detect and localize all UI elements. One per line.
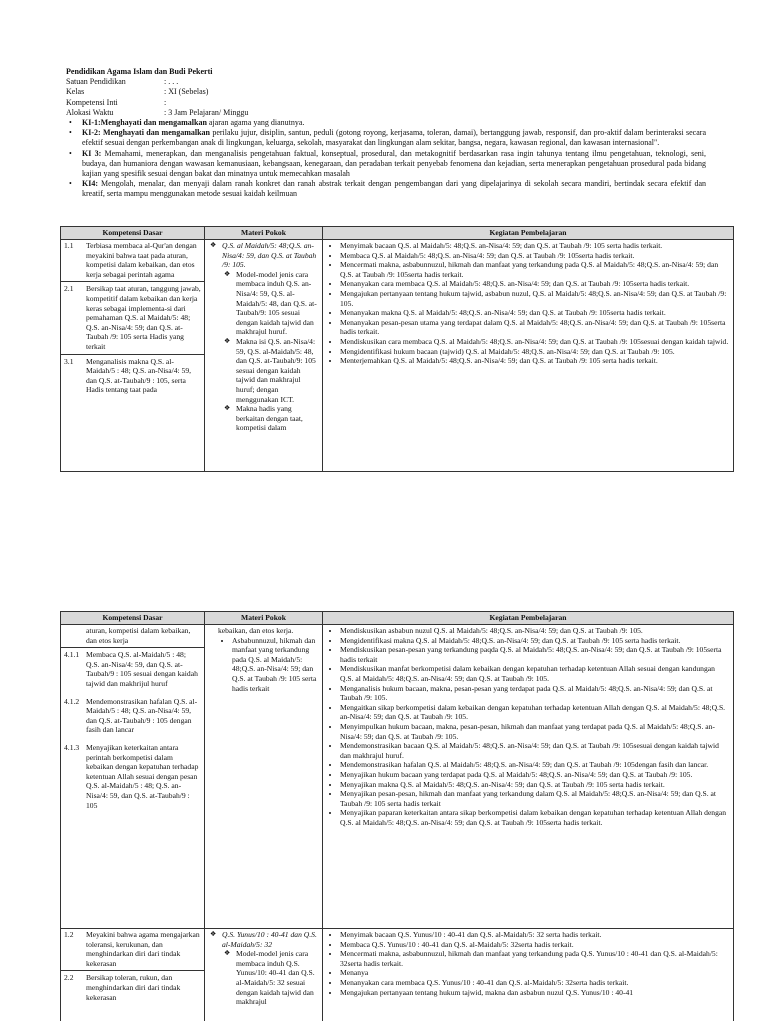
- kd-number: 1.1: [64, 241, 74, 250]
- field-alokasi: [66, 108, 706, 118]
- kegiatan-item: • Menyajikan paparan keterkaitan antara sikap berkompetisi dalam kebaikan dengan kepatuhan terhadap ketentuan Allah dengan Q.S. al Maidah/5: 48;Q.S. an-Nisa/4: 59; dan Q.S. at Taubah /9: 105serta hadis terkait.: [340, 808, 730, 827]
- kegiatan-cell: [323, 240, 734, 472]
- kegiatan-item: • Mendiskusikan cara membaca Q.S. al Maidah/5: 48;Q.S. an-Nisa/4: 59; dan Q.S. at Taubah /9: 105sesuai dengan kaidah tajwid.: [340, 337, 730, 347]
- field-kelas: [66, 87, 706, 97]
- kegiatan-item: • Menanyakan makna Q.S. al Maidah/5: 48;Q.S. an-Nisa/4: 59; dan Q.S. at Taubah /9: 105serta hadis terkait.: [340, 308, 730, 318]
- col-header-kegiatan: Kegiatan Pembelajaran: [323, 612, 734, 625]
- materi-cell: [205, 929, 323, 1021]
- row-divider: [61, 281, 204, 282]
- kegiatan-item: • Menyimpulkan hukum bacaan, makna, pesan-pesan, hikmah dan manfaat yang terdapat pada Q.S. al Maidah/5: 48;Q.S. an-Nisa/4: 59; dan Q.S. at Taubah /9: 105.: [340, 722, 730, 741]
- kegiatan-item: • Mendemonstrasikan hafalan Q.S. al Maidah/5: 48;Q.S. an-Nisa/4: 59; dan Q.S. at Taubah /9: 105dengan fasih dan lancar.: [340, 760, 730, 770]
- kd-table-2: [60, 611, 734, 1021]
- field-value: :: [164, 97, 167, 107]
- kegiatan-item: • Menyimak bacaan Q.S. Yunus/10 : 40-41 dan Q.S. al-Maidah/5: 32 serta hadis terkait.: [340, 930, 730, 940]
- kd-item: [64, 930, 201, 968]
- materi-item: ❖ Model-model jenis cara membaca induh Q.S. an-Nisa/4: 59, Q.S. al-Maidah/5: 48, dan Q.S. at-Taubah/9: 105 sesuai dengan kaidah tajwid dan makhrajul huruf.: [236, 270, 319, 337]
- kegiatan-item: • Mengajukan pertanyaan tentang hukum tajwid, asbabun nuzul, Q.S. al Maidah/5: 48;Q.S. an-Nisa/4: 59; dan Q.S. at Taubah /9: 105.: [340, 289, 730, 308]
- kegiatan-item: • Mencermati makna, asbabunnuzul, hikmah dan manfaat yang terkandung pada Q.S. al Maidah/5: 48;Q.S. an-Nisa/4: 59; dan Q.S. at Taubah /9: 105serta hadis terkait.: [340, 260, 730, 279]
- kd-number: 4.1.2: [64, 696, 80, 706]
- kegiatan-item: • Menterjemahkan Q.S. al Maidah/5: 48;Q.S. an-Nisa/4: 59; dan Q.S. at Taubah /9: 105 serta hadis terkait.: [340, 356, 730, 366]
- kd-item: [64, 973, 201, 1002]
- field-value: : XI (Sebelas): [164, 87, 209, 97]
- materi-cell: [205, 240, 323, 472]
- kegiatan-item: • Membaca Q.S. Yunus/10 : 40-41 dan Q.S. al-Maidah/5: 32serta hadis terkait.: [340, 940, 730, 950]
- kd-item: [64, 284, 201, 351]
- kd-cell: [61, 625, 205, 929]
- col-header-kd: Kompetensi Dasar: [61, 227, 205, 240]
- kegiatan-item: • Mengidentifikasi makna Q.S. al Maidah/5: 48;Q.S. an-Nisa/4: 59; dan Q.S. at Taubah /9: 105 serta hadis terkait.: [340, 636, 730, 646]
- field-label: Kompetensi Inti: [66, 97, 118, 107]
- kd-number: 2.2: [64, 973, 74, 983]
- field-kompetensi-inti: [66, 98, 706, 108]
- kegiatan-item: • Mengidentifikasi hukum bacaan (tajwid) Q.S. al Maidah/5: 48;Q.S. an-Nisa/4: 59; dan Q.S. at Taubah /9: 105.: [340, 347, 730, 357]
- kd-text: Membaca Q.S. al-Maidah/5 : 48; Q.S. an-Nisa/4: 59, dan Q.S. at-Taubah/9 : 105 sesuai dengan kaidah tajwid dan makhrijul huruf: [86, 650, 198, 688]
- kd-text: Bersikap taat aturan, tanggung jawab, kompetitif dalam kebaikan dan kerja keras sebagai implementa-si dari pemahaman Q.S. al Maidah/5: 48; Q.S. an-Nisa/4: 59; dan Q.S. at-Taubah /9: 105 serta Hadis yang terkait: [86, 284, 201, 351]
- materi-continued: kebaikan, dan etos kerja.: [218, 626, 294, 635]
- kegiatan-item: • Mendiskusikan asbabun nuzul Q.S. al Maidah/5: 48;Q.S. an-Nisa/4: 59; dan Q.S. at Taubah /9: 105.: [340, 626, 730, 636]
- ki-item: [66, 128, 706, 148]
- kd-item: [64, 626, 201, 645]
- ki-heading: KI-1:Menghayati dan mengamalkan: [82, 118, 207, 128]
- ki-text: Memahami, menerapkan, dan menganalisis pengetahuan faktual, konseptual, prosedural, dan metakognitif berdasarkan rasa ingin tahunya tentang ilmu pengetahuan, teknologi, seni, budaya, dan humaniora dengan wawasan kemanusiaan, kebangsaan, kenegaraan, dan peradaban terkait penyebab fenomena dan kejadian, serta menerapkan pengetahuan prosedural pada bidang kajian yang spesifik sesuai dengan bakat dan minatnya untuk memecahkan masalah: [82, 148, 707, 179]
- kd-number: 1.2: [64, 930, 74, 939]
- kd-number: 2.1: [64, 284, 74, 294]
- ki-text: Mengolah, menalar, dan menyaji dalam ranah konkret dan ranah abstrak terkait dengan pengembangan dari yang dipelajarinya di sekolah secara mandiri, bertindak secara efektif dan kreatif, serta mampu menggunakan metode sesuai kaidah keilmuan: [82, 179, 706, 199]
- materi-main: Q.S. al Maidah/5: 48;Q.S. an-Nisa/4: 59, dan Q.S. at Taubah /9: 105.: [222, 241, 317, 270]
- field-label: Kelas: [66, 87, 85, 97]
- ki-item: [66, 149, 706, 180]
- materi-item: • Asbabunnuzul, hikmah dan manfaat yang terkandung pada Q.S. al Maidah/5: 48;Q.S. an-Nisa/4: 59; dan Q.S. at Taubah /9: 105 serta hadis terkait: [232, 636, 319, 694]
- kegiatan-cell: [323, 929, 734, 1021]
- kd-text: Bersikap toleran, rukun, dan menghindarkan diri dari tindak kekerasan: [86, 973, 181, 1002]
- materi-item: ❖ Makna isi Q.S. an-Nisa/4: 59, Q.S. al-Maidah/5: 48, dan Q.S. at-Taubah/9: 105 sesuai dengan kaidah tajwid dan makhrajul huruf; dengan menggunakan ICT.: [236, 337, 319, 404]
- document-header: [66, 67, 706, 200]
- kegiatan-cell: [323, 625, 734, 929]
- kegiatan-item: • Membaca Q.S. al Maidah/5: 48;Q.S. an-Nisa/4: 59; dan Q.S. at Taubah /9: 105serta hadis terkait.: [340, 251, 730, 261]
- materi-cell: [205, 625, 323, 929]
- ki-heading: KI4:: [82, 179, 98, 189]
- kd-text: Mendemonstrasikan hafalan Q.S. al-Maidah/5 : 48; Q.S. an-Nisa/4: 59, dan Q.S. at-Taubah/9 : 105 dengan fasih dan lancar: [86, 696, 198, 735]
- kd-item: [64, 697, 201, 735]
- field-value: : . . .: [164, 77, 179, 87]
- kd-cell: [61, 929, 205, 1021]
- kd-number: [64, 626, 86, 645]
- kegiatan-item: • Menyajikan hukum bacaan yang terdapat pada Q.S. al Maidah/5: 48;Q.S. an-Nisa/4: 59; dan Q.S. at Taubah /9: 105.: [340, 770, 730, 780]
- kd-item: [64, 650, 201, 688]
- materi-item: ❖ Model-model jenis cara membaca induh Q.S. Yunus/10: 40-41 dan Q.S. al-Maidah/5: 32 sesuai dengan kaidah tajwid dan makhrajul: [236, 949, 319, 1007]
- kegiatan-item: • Mengajukan pertanyaan tentang hukum tajwid, makna dan asbabun nuzul Q.S. Yunus/10 : 40-41: [340, 988, 730, 998]
- kegiatan-item: • Menanyakan pesan-pesan utama yang terdapat dalam Q.S. al Maidah/5: 48;Q.S. an-Nisa/4: 59; dan Q.S. at Taubah /9: 105serta hadis terkait.: [340, 318, 730, 337]
- kegiatan-item: • Menyajikan makna Q.S. al Maidah/5: 48;Q.S. an-Nisa/4: 59; dan Q.S. at Taubah /9: 105 serta hadis terkait.: [340, 780, 730, 790]
- row-divider: [61, 354, 204, 355]
- kd-text: aturan, kompetisi dalam kebaikan, dan etos kerja: [86, 626, 191, 645]
- kd-text: Menganalisis makna Q.S. al-Maidah/5 : 48; Q.S. an-Nisa/4: 59, dan Q.S. at-Taubah/9 : 105, serta Hadis tentang taat pada: [86, 356, 192, 395]
- kegiatan-item: • Menanyakan cara membaca Q.S. Yunus/10 : 40-41 dan Q.S. al-Maidah/5: 32serta hadis terkait.: [340, 978, 730, 988]
- materi-main: Q.S. Yunus/10 : 40-41 dan Q.S. al-Maidah/5: 32: [222, 930, 317, 949]
- kegiatan-item: • Menanya: [340, 968, 730, 978]
- kd-cell: [61, 240, 205, 472]
- kd-item: [64, 743, 201, 810]
- subject-title: Pendidikan Agama Islam dan Budi Pekerti: [66, 67, 213, 76]
- ki-item: [66, 118, 706, 128]
- kd-table-1: [60, 226, 734, 472]
- kd-text: Menyajikan keterkaitan antara perintah berkompetisi dalam kebaikan dengan kepatuhan terhadap ketentuan Allah sesuai dengan pesan Q.S. al-Maidah/5 : 48; Q.S. an-Nisa/4: 59, dan Q.S. at-Taubah/9 : 105: [86, 742, 199, 810]
- field-label: Alokasi Waktu: [66, 107, 114, 117]
- col-header-materi: Materi Pokok: [205, 227, 323, 240]
- kegiatan-item: • Menganalisis hukum bacaan, makna, pesan-pesan yang terdapat pada Q.S. al Maidah/5: 48;Q.S. an-Nisa/4: 59; dan Q.S. at Taubah /9: 105.: [340, 684, 730, 703]
- kegiatan-item: • Mendiskusikan pesan-pesan yang terkandung paqda Q.S. al Maidah/5: 48;Q.S. an-Nisa/4: 59; dan Q.S. at Taubah /9: 105serta hadis terkait: [340, 645, 730, 664]
- ki-heading: KI 3:: [82, 148, 102, 158]
- field-satuan: [66, 77, 706, 87]
- kegiatan-item: • Menanyakan cara membaca Q.S. al Maidah/5: 48;Q.S. an-Nisa/4: 59; dan Q.S. at Taubah /9: 105serta hadis terkait.: [340, 279, 730, 289]
- col-header-materi: Materi Pokok: [205, 612, 323, 625]
- ki-item: [66, 179, 706, 199]
- bullet-icon: •: [69, 128, 72, 138]
- ki-text: ajaran agama yang dianutnya.: [206, 118, 305, 128]
- kd-text: Meyakini bahwa agama mengajarkan toleransi, kerukunan, dan menghindarkan diri dari tindak kekerasan: [86, 930, 200, 968]
- kd-item: [64, 241, 201, 279]
- kegiatan-item: • Mendemonstrasikan bacaan Q.S. al Maidah/5: 48;Q.S. an-Nisa/4: 59; dan Q.S. at Taubah /9: 105sesuai dengan kaidah tajwid dan makhrajul huruf.: [340, 741, 730, 760]
- kd-text: Terbiasa membaca al-Qur'an dengan meyakini bahwa taat pada aturan, kompetisi dalam kebaikan, dan etos kerja sebagai perintah agama: [86, 241, 197, 279]
- kd-number: 4.1.1: [64, 650, 80, 660]
- row-divider: [61, 647, 204, 648]
- kegiatan-item: • Mengaitkan sikap berkompetisi dalam kebaikan dengan kepatuhan terhadap ketentuan Allah dengan Q.S. al Maidah/5: 48;Q.S. an-Nisa/4: 59; dan Q.S. at Taubah /9: 105.: [340, 703, 730, 722]
- col-header-kd: Kompetensi Dasar: [61, 612, 205, 625]
- ki-heading: KI-2: Menghayati dan mengamalkan: [82, 128, 210, 138]
- bullet-icon: •: [69, 118, 72, 128]
- kd-number: 4.1.3: [64, 742, 80, 752]
- field-value: : 3 Jam Pelajaran/ Minggu: [164, 107, 249, 117]
- kegiatan-item: • Menyimak bacaan Q.S. al Maidah/5: 48;Q.S. an-Nisa/4: 59; dan Q.S. at Taubah /9: 105 serta hadis terkait.: [340, 241, 730, 251]
- kegiatan-item: • Mendiskusikan manfat berkompetisi dalam kebaikan dengan kepatuhan terhadap ketentuan Allah sesuai dengan kandungan Q.S. al Maidah/5: 48;Q.S. an-Nisa/4: 59; dan Q.S. at Taubah /9: 105.: [340, 664, 730, 683]
- bullet-icon: •: [69, 179, 72, 189]
- ki-text: perilaku jujur, disiplin, santun, peduli (gotong royong, kerjasama, toleran, damai), bertanggung jawab, responsif, dan pro-aktif dalam berinteraksi secara efektif sesuai dengan perkembangan anak di lingkungan, keluarga, sekolah, masyarakat dan lingkungan alam sekitar, bangsa, negara, kawasan regional, dan kawasan internasional".: [82, 128, 706, 148]
- row-divider: [61, 970, 204, 971]
- materi-item: ❖ Makna hadis yang berkaitan dengan taat, kompetisi dalam: [236, 404, 319, 433]
- kegiatan-item: • Mencermati makna, asbabunnuzul, hikmah dan manfaat yang terkandung pada Q.S. Yunus/10 : 40-41 dan Q.S. al-Maidah/5: 32serta hadis terkait.: [340, 949, 730, 968]
- kd-number: 3.1: [64, 356, 74, 366]
- bullet-icon: •: [69, 148, 72, 158]
- col-header-kegiatan: Kegiatan Pembelajaran: [323, 227, 734, 240]
- field-label: Satuan Pendidikan: [66, 77, 126, 87]
- kd-item: [64, 357, 201, 395]
- kegiatan-item: • Menyajikan pesan-pesan, hikmah dan manfaat yang terkandung dalam Q.S. al Maidah/5: 48;Q.S. an-Nisa/4: 59; dan Q.S. at Taubah /9: 105 serta hadis terkait: [340, 789, 730, 808]
